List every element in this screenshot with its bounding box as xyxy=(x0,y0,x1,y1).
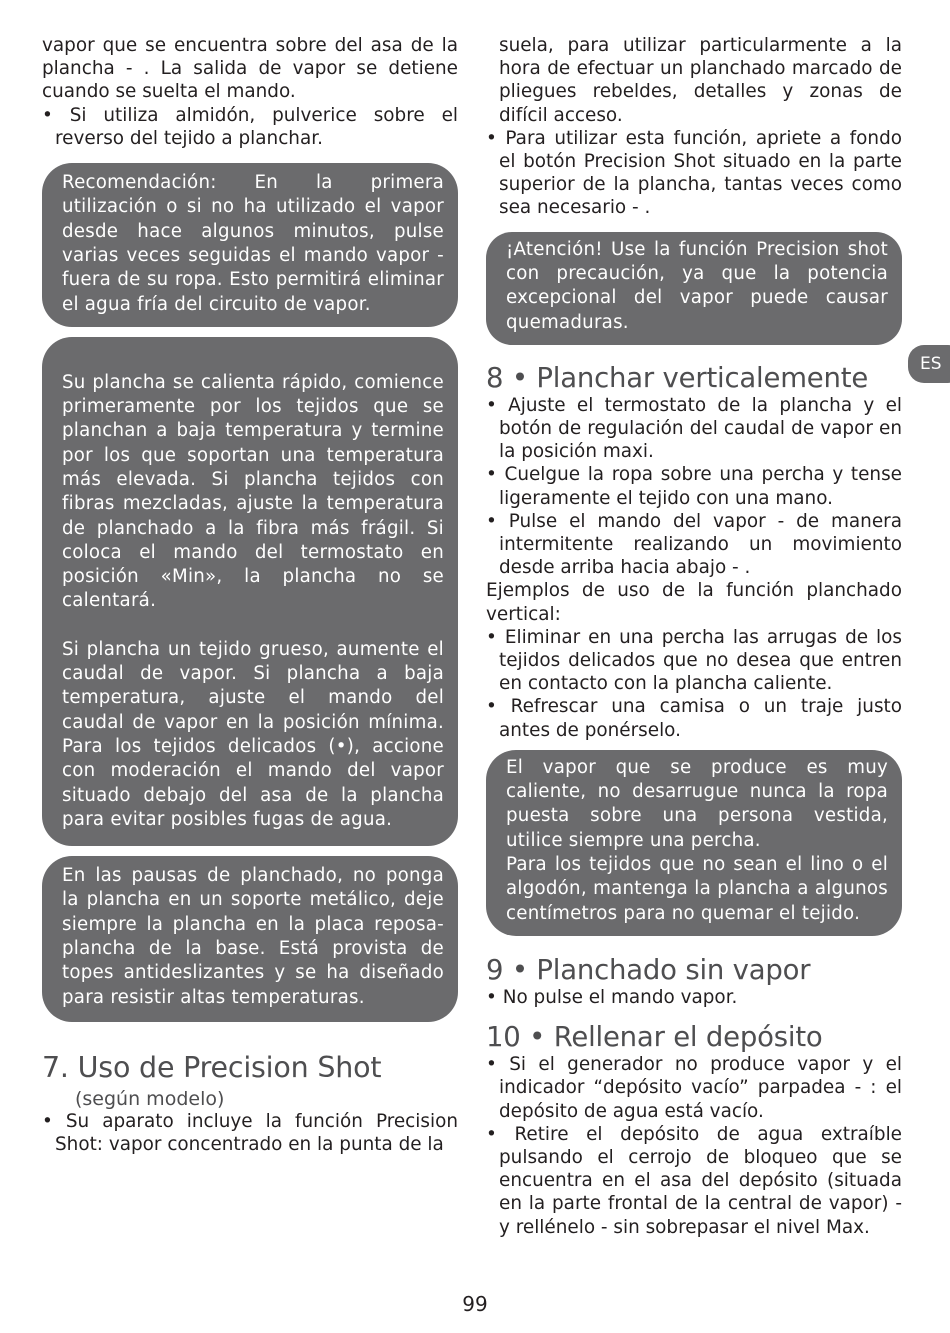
language-tab: ES xyxy=(908,345,950,383)
vertical-ironing-bullet-2: • Cuelgue la ropa sobre una percha y tense ligeramente el tejido con una mano. xyxy=(486,464,902,509)
section-7-title: 7. Uso de Precision Shot xyxy=(42,1050,382,1084)
right-column xyxy=(486,34,902,1239)
attention-box xyxy=(486,232,902,345)
section-8-title: 8 • Planchar verticalemente xyxy=(486,361,869,394)
no-steam-bullet: • No pulse el mando vapor. xyxy=(486,986,738,1008)
temperature-tips-text: Su plancha se calienta rápido, comience primeramente por los tejidos que se planchan a baja temperatura y termine por los que soportan una temperatura más elevada. Si plancha tejidos con fibras mezcladas, ajuste la temperatura de planchado a la fibra más frágil. Si coloca el mando del termostato en posición «Min», la plancha no se calentará. xyxy=(62,371,444,612)
precision-shot-continued: suela, para utilizar particularmente a la hora de efectuar un planchado marcado de pliegues rebeldes, detalles y zonas de difícil acceso. xyxy=(499,35,902,126)
fabric-distance-text: Para los tejidos que no sean el lino o el algodón, mantenga la plancha a algunos centímetros para no quemar el tejido. xyxy=(506,854,888,924)
vertical-ironing-bullet-4: • Eliminar en una percha las arrugas de los tejidos delicados que no desea que entren en contacto con la plancha caliente. xyxy=(486,626,902,695)
refill-bullet-1: • Si el generador no produce vapor y el indicador “depósito vacío” parpadea - : el depósito de agua está vacío. xyxy=(486,1054,902,1122)
vertical-ironing-examples: Ejemplos de uso de la función planchado vertical: xyxy=(486,580,902,625)
starch-bullet: • Si utiliza almidón, pulverice sobre el reverso del tejido a planchar. xyxy=(42,104,458,149)
hot-steam-warning-text: El vapor que se produce es muy caliente, no desarrugue nunca la ropa puesta sobre una persona vestida, utilice siempre una percha. xyxy=(506,756,888,851)
vertical-ironing-bullet-1: • Ajuste el termostato de la plancha y el botón de regulación del caudal de vapor en la posición maxi. xyxy=(486,394,902,463)
page-number: 99 xyxy=(462,1292,488,1316)
section-10-title: 10 • Rellenar el depósito xyxy=(486,1021,823,1054)
ironing-pause-box xyxy=(42,856,458,1022)
vertical-ironing-bullet-5: • Refrescar una camisa o un traje justo antes de ponérselo. xyxy=(486,696,902,741)
temperature-tips-box xyxy=(42,337,458,846)
left-column xyxy=(42,34,458,1156)
steam-flow-tips-text: Si plancha un tejido grueso, aumente el caudal de vapor. Si plancha a baja temperatura, ajuste el mando del caudal de vapor en la posición mínima. Para los tejidos delicados (•), accione con moderación el mando del vapor situado debajo del asa de la plancha para evitar posibles fugas de agua. xyxy=(62,638,444,830)
intro-paragraph: vapor que se encuentra sobre del asa de la plancha - . La salida de vapor se detiene cuando se suelta el mando. xyxy=(42,35,458,103)
recommendation-text: Recomendación: En la primera utilización o si no ha utilizado el vapor desde hace algunos minutos, pulse varias veces seguidas el mando vapor - fuera de su ropa. Esto permitirá eliminar el agua fría del circuito de vapor. xyxy=(62,172,444,315)
vertical-ironing-bullet-3: • Pulse el mando del vapor - de manera intermitente realizando un movimiento desde arriba hacia abajo - . xyxy=(486,510,902,579)
recommendation-box xyxy=(42,163,458,327)
attention-text: ¡Atención! Use la función Precision shot con precaución, ya que la potencia excepcional del vapor puede causar quemaduras. xyxy=(506,238,888,333)
refill-bullet-2: • Retire el depósito de agua extraíble pulsando el cerrojo de bloqueo que se encuentra en el asa del depósito (situada en la parte frontal de la central de vapor) - y rellénelo - sin sobrepasar el nivel Max. xyxy=(486,1123,902,1238)
section-7-subtitle: (según modelo) xyxy=(75,1087,225,1110)
precision-shot-usage-bullet: • Para utilizar esta función, apriete a fondo el botón Precision Shot situado en la parte superior de la plancha, tantas veces como sea necesario - . xyxy=(486,127,902,219)
precision-shot-bullet: • Su aparato incluye la función Precision Shot: vapor concentrado en la punta de la xyxy=(42,1110,458,1156)
ironing-pause-text: En las pausas de planchado, no ponga la plancha en un soporte metálico, deje siempre la plancha en la placa reposa-plancha de la base. Está provista de topes antideslizantes y se ha diseñado para resistir altas temperaturas. xyxy=(62,865,444,1008)
section-9-title: 9 • Planchado sin vapor xyxy=(486,953,811,986)
hot-steam-warning-box xyxy=(486,750,902,936)
